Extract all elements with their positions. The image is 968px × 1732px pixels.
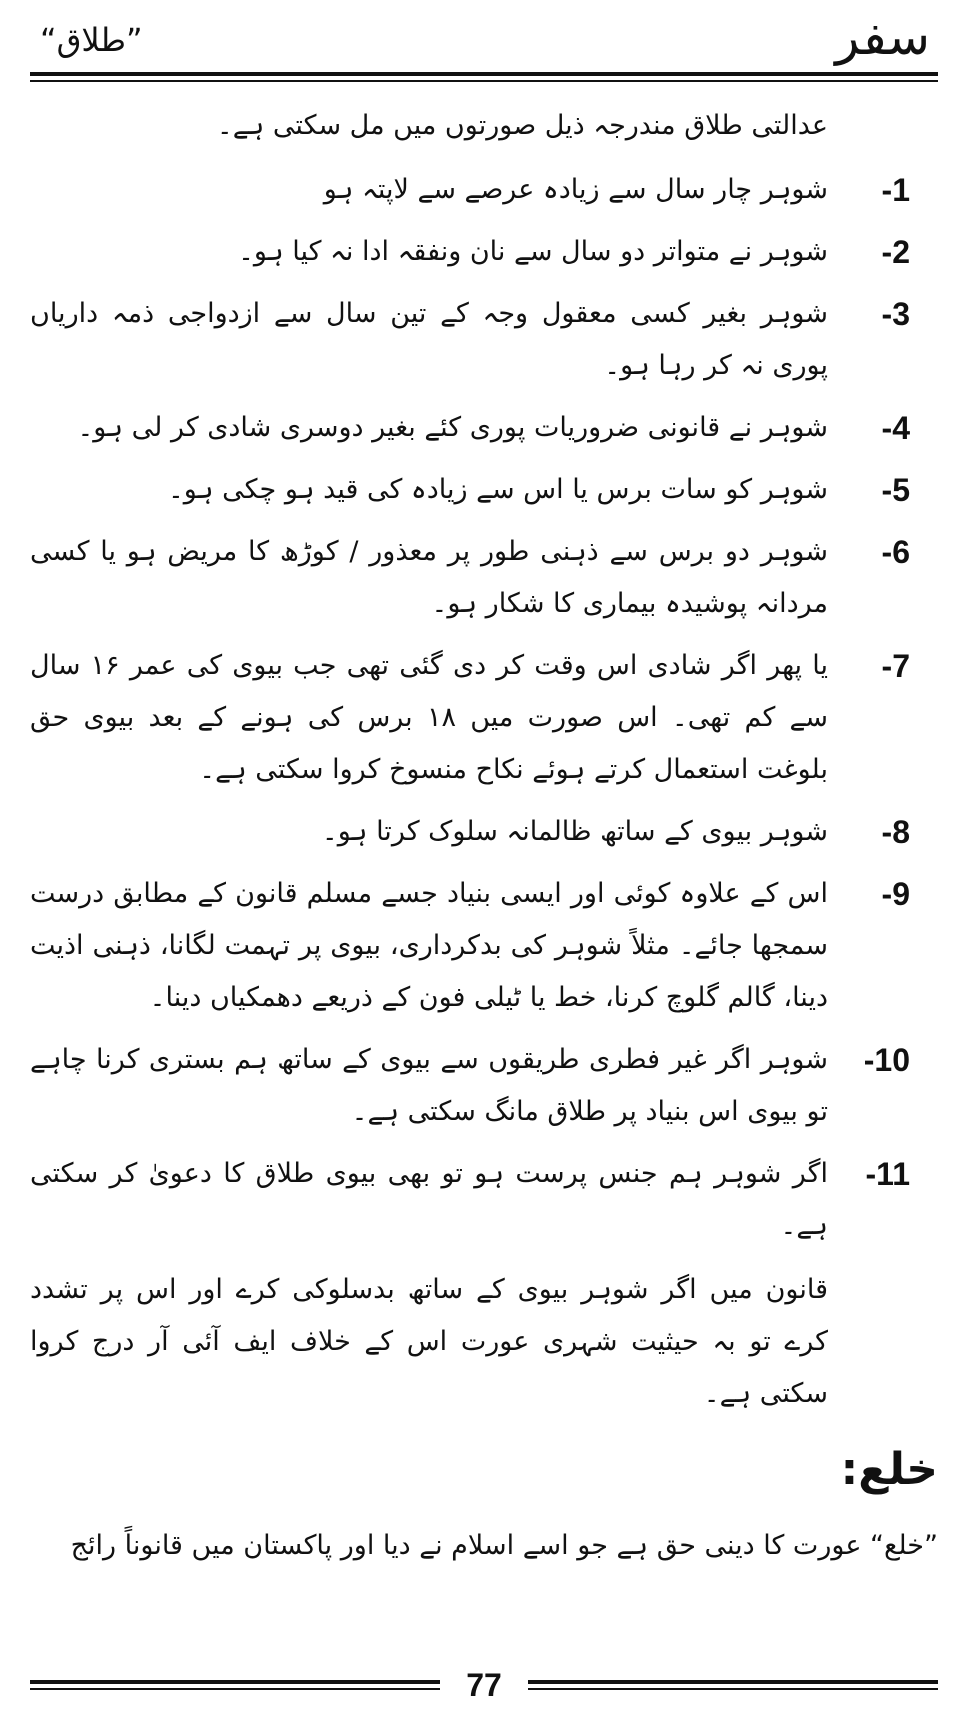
list-item-text: شوہر اگر غیر فطری طریقوں سے بیوی کے ساتھ ہم بستری کرنا چاہے تو بیوی اس بنیاد پر طلاق مانگ سکتی ہے۔ (30, 1044, 828, 1127)
list-item-number: -9 (881, 876, 910, 912)
page-header (30, 8, 938, 70)
list-item-text: یا پھر اگر شادی اس وقت کر دی گئی تھی جب بیوی کی عمر ۱۶ سال سے کم تھی۔ اس صورت میں ۱۸ برس کی ہونے کے بعد بیوی حق بلوغت استعمال کرتے ہوئے نکاح منسوخ کروا سکتی ہے۔ (30, 650, 828, 785)
list-item (30, 164, 938, 216)
list-item (30, 1148, 938, 1252)
chapter-title: ”طلاق“ (40, 21, 143, 59)
list-item-text: شوہر نے قانونی ضروریات پوری کئے بغیر دوسری شادی کر لی ہو۔ (77, 412, 828, 443)
page-number: 77 (466, 1667, 502, 1703)
list-item-text: اگر شوہر ہم جنس پرست ہو تو بھی بیوی طلاق کا دعویٰ کر سکتی ہے۔ (30, 1158, 828, 1241)
law-paragraph: قانون میں اگر شوہر بیوی کے ساتھ بدسلوکی کرے اور اس پر تشدد کرے تو بہ حیثیت شہری عورت اس کے خلاف ایف آئی آر درج کروا سکتی ہے۔ (30, 1274, 828, 1409)
page-content (30, 100, 938, 1572)
list-item-text: اس کے علاوہ کوئی اور ایسی بنیاد جسے مسلم قانون کے مطابق درست سمجھا جائے۔ مثلاً شوہر کی بدکرداری، بیوی پر تہمت لگانا، ذہنی اذیت دینا، گالم گلوچ کرنا، خط یا ٹیلی فون کے ذریعے دھمکیاں دینا۔ (30, 878, 828, 1013)
list-item (30, 806, 938, 858)
list-item (30, 1034, 938, 1138)
page-footer (30, 1666, 938, 1706)
list-item (30, 288, 938, 392)
header-divider (30, 72, 938, 82)
list-item-text: شوہر بغیر کسی معقول وجہ کے تین سال سے ازدواجی ذمہ داریاں پوری نہ کر رہا ہو۔ (30, 298, 828, 381)
list-item-number: -7 (881, 648, 910, 684)
list-item-text: شوہر نے متواتر دو سال سے نان ونفقہ ادا نہ کیا ہو۔ (238, 236, 828, 267)
list-item-number: -2 (881, 234, 910, 270)
list-item-number: -8 (881, 814, 910, 850)
footer-divider-right (528, 1680, 938, 1690)
intro-paragraph: عدالتی طلاق مندرجہ ذیل صورتوں میں مل سکتی ہے۔ (216, 110, 828, 141)
list-item-number: -4 (881, 410, 910, 446)
list-item (30, 868, 938, 1024)
list-item (30, 526, 938, 630)
khula-paragraph: ”خلع“ عورت کا دینی حق ہے جو اسے اسلام نے دیا اور پاکستان میں قانوناً رائج (70, 1530, 938, 1561)
book-title: سفر (835, 8, 930, 66)
list-item-number: -6 (881, 534, 910, 570)
list-item-text: شوہر دو برس سے ذہنی طور پر معذور / کوڑھ کا مریض ہو یا کسی مردانہ پوشیدہ بیماری کا شکار ہو۔ (30, 536, 828, 619)
list-item-number: -10 (863, 1042, 910, 1078)
list-item (30, 402, 938, 454)
list-item-number: -1 (881, 172, 910, 208)
list-item (30, 464, 938, 516)
list-item-text: شوہر بیوی کے ساتھ ظالمانہ سلوک کرتا ہو۔ (321, 816, 828, 847)
list-item-number: -5 (881, 472, 910, 508)
list-item-number: -11 (865, 1156, 910, 1192)
list-item-number: -3 (881, 296, 910, 332)
list-item (30, 640, 938, 796)
list-item-text: شوہر چار سال سے زیادہ عرصے سے لاپتہ ہو (323, 174, 828, 205)
section-heading-khula: خلع: (840, 1444, 938, 1495)
list-item (30, 226, 938, 278)
list-item-text: شوہر کو سات برس یا اس سے زیادہ کی قید ہو چکی ہو۔ (167, 474, 828, 505)
